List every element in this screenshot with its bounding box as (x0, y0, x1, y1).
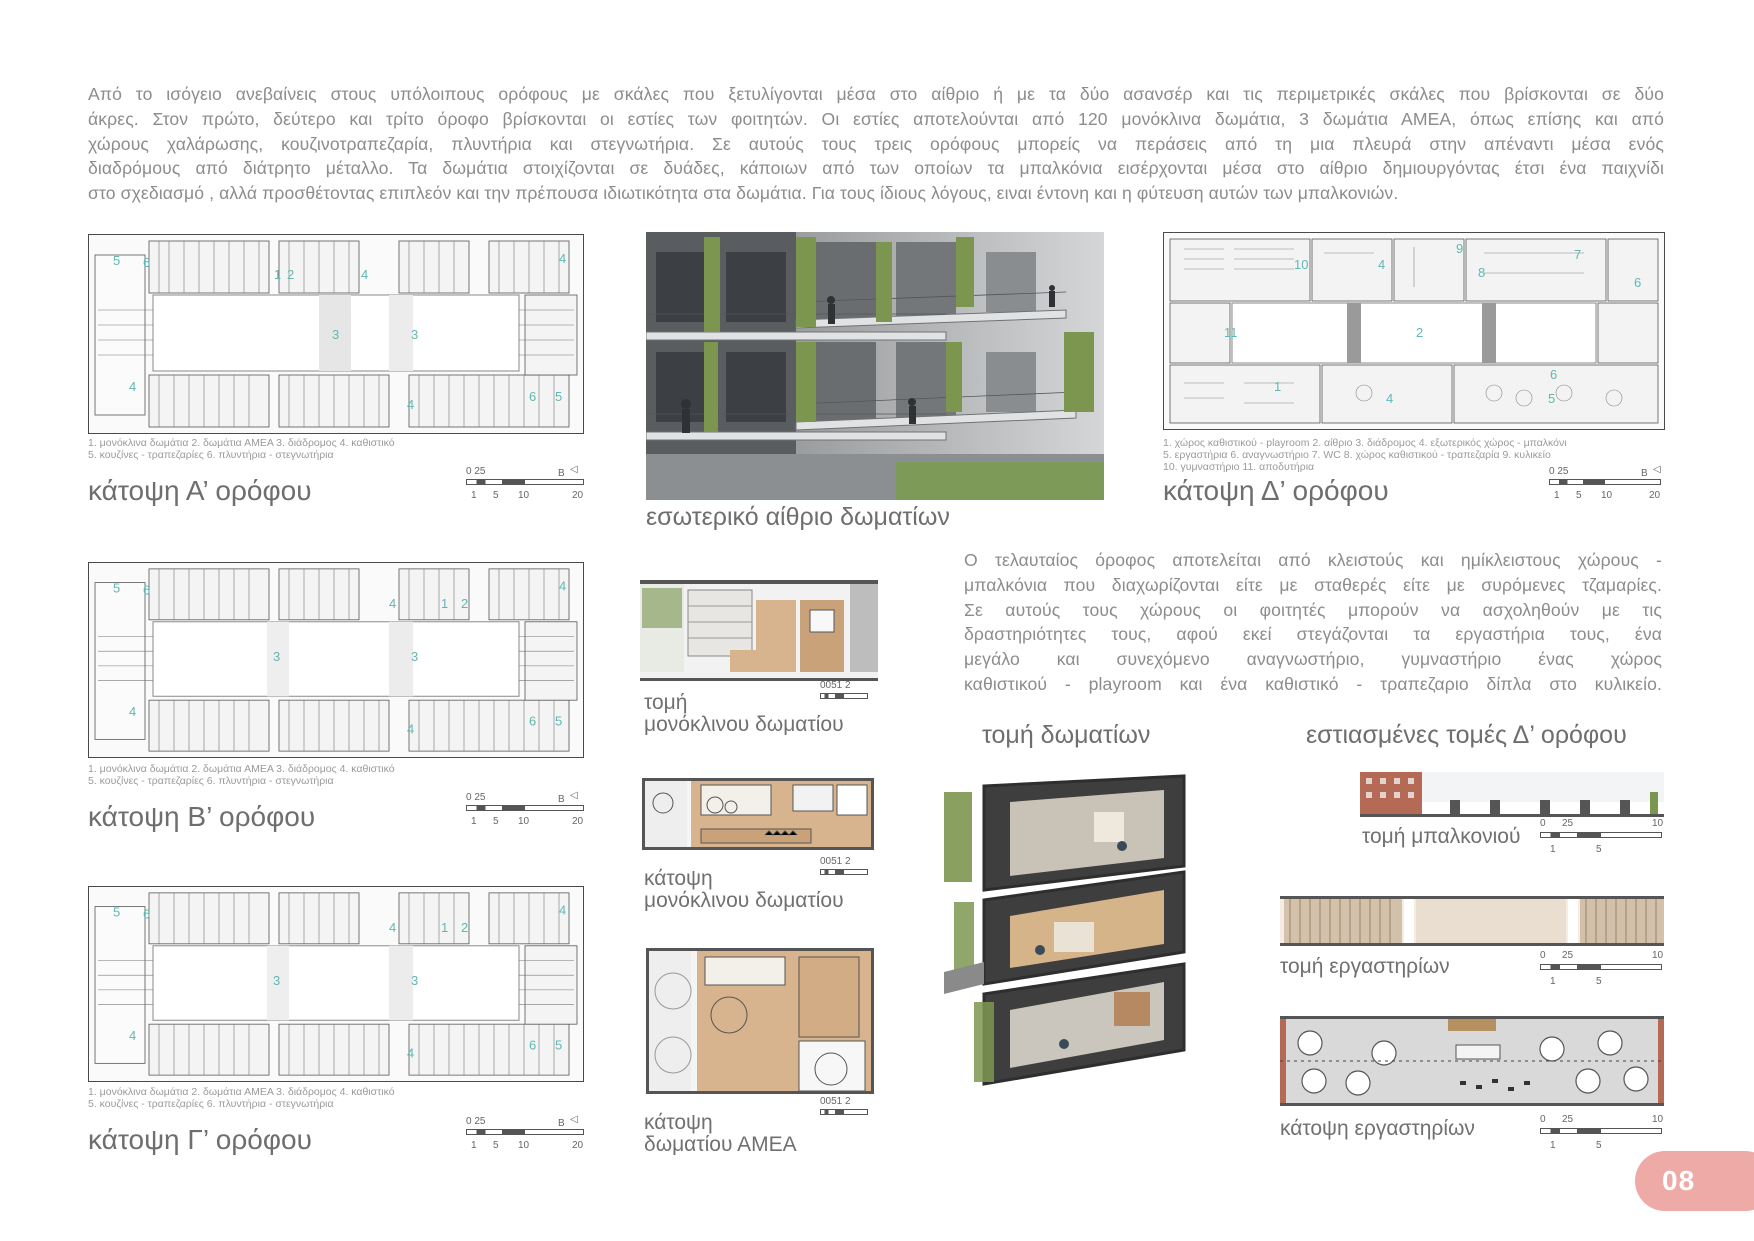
balcony-section-drawing (1360, 772, 1664, 817)
scale-bar (466, 805, 584, 811)
workshop-section-drawing (1280, 896, 1664, 946)
scale-tick: 10 (518, 490, 530, 501)
intro-line: χώρους χαλάρωσης, κουζινοτραπεζαρία, πλυντήρια και στεγνωτήρια. Σε αυτούς τους τρεις ορόφους μπορείς να περάσεις από τη μια πλευρά στην απέναντι μέσα ενός (88, 133, 1664, 154)
svg-text:6: 6 (143, 582, 151, 598)
single-room-section-drawing (640, 580, 878, 681)
legend-line: 1. μονόκλινα δωμάτια 2. δωμάτια ΑΜΕΑ 3. διάδρομος 4. καθιστικό (88, 437, 395, 449)
floor-plan-d (1163, 232, 1665, 430)
scale-tick: 10 (1601, 490, 1613, 501)
scale-top: 0051 2 (820, 856, 851, 867)
svg-text:1: 1 (274, 267, 282, 282)
svg-text:4: 4 (1378, 257, 1386, 272)
workshop-section-scale (1540, 950, 1664, 988)
svg-text:1: 1 (441, 596, 449, 612)
svg-text:2: 2 (461, 596, 469, 612)
scale-tick: 5 (1596, 1140, 1602, 1151)
label-line: μονόκλινου δωματίου (644, 889, 844, 912)
paragraph-line: μπαλκόνια που διαχωρίζονται είτε με σταθερές είτε με συρόμενες τζαμαρίες. (964, 574, 1662, 595)
balcony-section-scale (1540, 818, 1664, 856)
svg-text:4: 4 (361, 267, 369, 282)
svg-text:5: 5 (113, 904, 121, 920)
legend-line: 5. κουζίνες - τραπεζαρίες 6. πλυντήρια - στεγνωτήρια (88, 1098, 334, 1110)
floor-plan-b-drawing (89, 563, 583, 757)
floor-b-title: κάτοψη Β’ ορόφου (88, 801, 316, 832)
floor-plan-c (88, 886, 584, 1082)
scale-top: 0 (1540, 950, 1546, 961)
svg-text:8: 8 (1478, 265, 1486, 280)
legend-line: 1. μονόκλινα δωμάτια 2. δωμάτια ΑΜΕΑ 3. διάδρομος 4. καθιστικό (88, 763, 395, 775)
workshop-plan-scale (1540, 1114, 1664, 1152)
svg-text:4: 4 (559, 578, 567, 594)
scale-tick: 10 (518, 816, 530, 827)
svg-text:5: 5 (113, 253, 121, 268)
svg-text:4: 4 (559, 251, 567, 266)
svg-text:1: 1 (1274, 379, 1282, 394)
floor-c-title: κάτοψη Γ’ ορόφου (88, 1124, 312, 1155)
svg-text:1: 1 (441, 920, 449, 936)
workshop-plan-label: κάτοψη εργαστηρίων (1280, 1117, 1475, 1140)
single-room-plan-drawing (642, 778, 874, 850)
svg-text:6: 6 (1550, 367, 1558, 382)
page-number-badge (1635, 1151, 1754, 1211)
svg-text:9: 9 (1456, 241, 1464, 256)
intro-line: διαδρόμους από διάτρητο μέταλλο. Τα δωμάτια στοιχίζονται σε δυάδες, κάποιων από των οποίων τα μπαλκόνια εισέρχονται μέσα στο αίθριο δημιουργόντας έτσι ένα παιχνίδι (88, 158, 1664, 179)
focused-sections-title: εστιασμένες τομές Δ’ ορόφου (1306, 721, 1627, 749)
amea-room-scale (820, 1096, 880, 1118)
room-sections-image (944, 772, 1194, 1092)
floor-b-legend (88, 763, 395, 787)
svg-text:6: 6 (143, 906, 151, 922)
scale-tick: 10 (518, 1140, 530, 1151)
room-sections-title: τομή δωματίων (982, 721, 1151, 749)
legend-line: 5. κουζίνες - τραπεζαρίες 6. πλυντήρια - στεγνωτήρια (88, 775, 334, 787)
svg-text:2: 2 (1416, 325, 1424, 340)
scale-bar (1540, 964, 1662, 970)
svg-text:4: 4 (559, 902, 567, 918)
floor-b-scale (466, 792, 586, 832)
paragraph-line: δραστηριότητες τους, αφού εκεί στεγάζονται τα εργαστήρια τους, ένα (964, 624, 1662, 645)
atrium-render-image (646, 232, 1104, 500)
scale-bar (1540, 832, 1662, 838)
floor-a-legend (88, 437, 395, 461)
svg-text:5: 5 (113, 580, 121, 596)
svg-text:4: 4 (1386, 391, 1394, 406)
amea-room-plan-image (649, 951, 871, 1091)
svg-text:6: 6 (529, 1037, 537, 1053)
svg-text:5: 5 (1548, 391, 1556, 406)
floor-a-title: κάτοψη Α’ ορόφου (88, 475, 312, 506)
svg-text:7: 7 (1574, 247, 1582, 262)
scale-top: 0 25 (466, 792, 486, 803)
workshop-plan-image (1280, 1019, 1664, 1103)
label-line: κάτοψη (644, 1111, 713, 1134)
balcony-section-label: τομή μπαλκονιού (1362, 825, 1521, 848)
paragraph-line: Σε αυτούς τους χώρους οι φοιτητές μπορούν να ασχοληθούν με τις (964, 599, 1662, 620)
svg-text:3: 3 (273, 973, 281, 988)
floor-c-scale (466, 1116, 586, 1156)
scale-tick: 1 (471, 490, 477, 501)
intro-paragraph (88, 82, 1664, 206)
label-line: δωματίου ΑΜΕΑ (644, 1133, 797, 1156)
page-number: 08 (1662, 1165, 1696, 1196)
scale-tick: 5 (1596, 976, 1602, 987)
svg-text:4: 4 (389, 596, 397, 612)
scale-bar (820, 1109, 868, 1115)
scale-tick: 1 (471, 1140, 477, 1151)
floor-d-scale (1549, 466, 1669, 506)
svg-text:4: 4 (129, 379, 137, 394)
scale-bar (1540, 1128, 1662, 1134)
svg-text:6: 6 (529, 389, 537, 404)
amea-room-label (644, 1112, 797, 1156)
legend-line: 5. κουζίνες - τραπεζαρίες 6. πλυντήρια - στεγνωτήρια (88, 449, 334, 461)
svg-text:2: 2 (287, 267, 295, 282)
north-arrow-icon: ◁ (570, 464, 578, 475)
scale-north: B (1641, 468, 1648, 479)
scale-top: 10 (1652, 1114, 1664, 1125)
top-floor-paragraph (964, 548, 1662, 697)
single-room-plan-label (644, 868, 844, 912)
scale-tick: 5 (493, 816, 499, 827)
legend-line: 5. εργαστήρια 6. αναγνωστήριο 7. WC 8. χώρος καθιστικού - τραπεζαρία 9. κυλικείο (1163, 449, 1551, 461)
scale-top: 0 (1540, 1114, 1546, 1125)
single-room-section-label (644, 692, 844, 736)
scale-tick: 1 (1550, 1140, 1556, 1151)
scale-top: 25 (1562, 818, 1574, 829)
intro-line: στο σχεδιασμό , αλλά προσθέτοντας επιπλεόν και την πρέπουσα ιδιωτικότητα στα δωμάτια. Για τους ίδιους λόγους, ειναι έντονη και η φύτευση αυτών των μπαλκονιών. (88, 183, 1399, 204)
scale-tick: 1 (1550, 844, 1556, 855)
scale-top: 0 25 (466, 466, 486, 477)
svg-text:3: 3 (273, 649, 281, 664)
floor-d-legend (1163, 437, 1567, 473)
north-arrow-icon: ◁ (1653, 464, 1661, 475)
svg-text:4: 4 (407, 397, 415, 412)
floor-plan-c-drawing (89, 887, 583, 1081)
intro-line: Από το ισόγειο ανεβαίνεις στους υπόλοιπους ορόφους με σκάλες που ξετυλίγονται μέσα στο αίθριο ή με τα δύο ασανσέρ και τις περιμετρικές σκάλες που βρίσκονται σε δύο (88, 84, 1664, 104)
svg-text:4: 4 (389, 920, 397, 936)
scale-tick: 1 (1550, 976, 1556, 987)
svg-text:3: 3 (411, 973, 419, 988)
svg-text:11: 11 (1224, 325, 1238, 340)
svg-text:3: 3 (332, 327, 340, 342)
single-room-plan-image (645, 781, 871, 847)
scale-top: 10 (1652, 818, 1664, 829)
legend-line: 10. γυμναστήριο 11. αποδυτήρια (1163, 461, 1315, 473)
atrium-caption: εσωτερικό αίθριο δωματίων (646, 503, 950, 531)
scale-top: 25 (1562, 950, 1574, 961)
label-line: μονόκλινου δωματίου (644, 713, 844, 736)
scale-bar (466, 1129, 584, 1135)
scale-tick: 20 (572, 490, 584, 501)
floor-plan-a (88, 234, 584, 434)
svg-text:6: 6 (143, 255, 151, 270)
scale-bar (1549, 479, 1661, 485)
scale-tick: 20 (1649, 490, 1661, 501)
scale-top: 0 (1540, 818, 1546, 829)
workshop-plan-drawing (1280, 1016, 1664, 1106)
scale-bar (466, 479, 584, 485)
floor-plan-a-drawing (89, 235, 583, 433)
svg-text:5: 5 (555, 389, 563, 404)
svg-text:10: 10 (1294, 257, 1309, 272)
scale-top: 25 (1562, 1114, 1574, 1125)
svg-text:3: 3 (411, 649, 419, 664)
scale-tick: 5 (493, 1140, 499, 1151)
scale-tick: 5 (1576, 490, 1582, 501)
legend-line: 1. χώρος καθιστικού - playroom 2. αίθριο 3. διάδρομος 4. εξωτερικός χώρος - μπαλκόνι (1163, 437, 1567, 449)
scale-tick: 1 (1554, 490, 1560, 501)
floor-plan-b (88, 562, 584, 758)
scale-tick: 5 (493, 490, 499, 501)
scale-tick: 20 (572, 816, 584, 827)
scale-north: B (558, 794, 565, 805)
floor-d-title: κάτοψη Δ’ ορόφου (1163, 475, 1389, 506)
floor-c-legend (88, 1086, 395, 1110)
svg-text:4: 4 (129, 703, 137, 719)
floor-a-scale (466, 466, 586, 506)
scale-north: B (558, 468, 565, 479)
scale-tick: 20 (572, 1140, 584, 1151)
svg-text:2: 2 (461, 920, 469, 936)
scale-top: 0051 2 (820, 680, 851, 691)
north-arrow-icon: ◁ (570, 1114, 578, 1125)
intro-line: άκρες. Στον πρώτο, δεύτερο και τρίτο όροφο βρίσκονται οι εστίες των φοιτητών. Οι εστίες αποτελούνται από 120 μονόκλινα δωμάτια, 3 δωμάτια ΑΜΕΑ, όπως επίσης και από (88, 108, 1664, 129)
workshop-section-image (1280, 899, 1664, 943)
label-line: τομή (644, 691, 688, 714)
svg-text:6: 6 (529, 713, 537, 729)
label-line: κάτοψη (644, 867, 713, 890)
svg-text:5: 5 (555, 1037, 563, 1053)
paragraph-line: Ο τελαυταίος όροφος αποτελείται από κλειστούς και ημίκλειστους χώρους - (964, 550, 1662, 570)
scale-top: 0051 2 (820, 1096, 851, 1107)
scale-top: 0 25 (466, 1116, 486, 1127)
room-sections-render (944, 772, 1194, 1092)
atrium-render (646, 232, 1104, 500)
svg-text:3: 3 (411, 327, 419, 342)
svg-text:4: 4 (407, 1045, 415, 1061)
balcony-section-image (1360, 772, 1664, 814)
svg-text:4: 4 (407, 721, 415, 737)
scale-tick: 1 (471, 816, 477, 827)
svg-text:4: 4 (129, 1027, 137, 1043)
scale-top: 10 (1652, 950, 1664, 961)
north-arrow-icon: ◁ (570, 790, 578, 801)
amea-room-plan-drawing (646, 948, 874, 1094)
scale-top: 0 25 (1549, 466, 1569, 477)
workshop-section-label: τομή εργαστηρίων (1280, 955, 1450, 978)
legend-line: 1. μονόκλινα δωμάτια 2. δωμάτια ΑΜΕΑ 3. διάδρομος 4. καθιστικό (88, 1086, 395, 1098)
floor-plan-d-drawing (1164, 233, 1664, 429)
paragraph-line: καθιστικού - playroom και ένα καθιστικό - τραπεζαριο δίπλα στο κυλικείο. (964, 673, 1662, 694)
scale-north: B (558, 1118, 565, 1129)
scale-tick: 5 (1596, 844, 1602, 855)
single-room-section-image (640, 584, 878, 672)
paragraph-line: μεγάλο και συνεχόμενο αναγνωστήριο, γυμναστήριο ένας χώρος (964, 649, 1662, 670)
svg-text:5: 5 (555, 713, 563, 729)
svg-text:6: 6 (1634, 275, 1642, 290)
